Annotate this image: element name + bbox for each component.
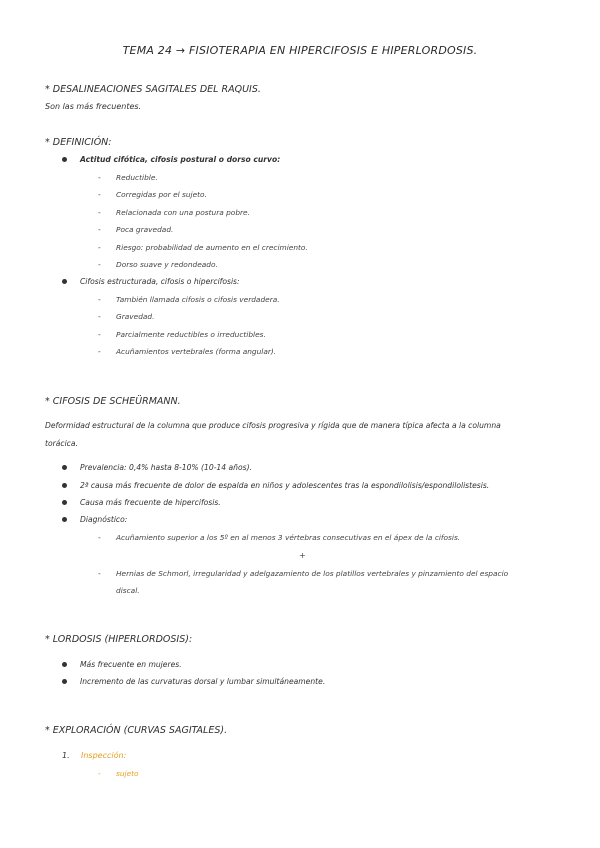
bullet-text: Causa más frecuente de hipercifosis.: [80, 498, 221, 507]
list-item-text: Gravedad.: [116, 312, 155, 321]
bullet-text: 2ª causa más frecuente de dolor de espalda en niños y adolescentes tras la espondilolisis/espondilolistesis.: [80, 481, 490, 490]
bullet-text: Más frecuente en mujeres.: [80, 660, 182, 669]
paragraph-line: Deformidad estructural de la columna que produce cifosis progresiva y rígida que de manera típica afecta a la columna: [45, 421, 501, 430]
numbered-item-inspeccion: Inspección:: [81, 751, 127, 760]
bullet-dot: [62, 483, 67, 488]
bullet-text: Prevalencia: 0,4% hasta 8-10% (10-14 años).: [80, 463, 252, 472]
heading-desalineaciones: * DESALINEACIONES SAGITALES DEL RAQUIS.: [45, 84, 261, 95]
list-item-text: Riesgo: probabilidad de aumento en el crecimiento.: [116, 243, 308, 252]
bullet-dot: [62, 662, 67, 667]
bullet-text: Cifosis estructurada, cifosis o hipercifosis:: [80, 277, 240, 286]
bullet-text: Diagnóstico:: [80, 515, 128, 524]
bullet-dot: [62, 465, 67, 470]
bullet-text: Actitud cifótica, cifosis postural o dorso curvo:: [80, 155, 281, 164]
document-page: TEMA 24 → FISIOTERAPIA EN HIPERCIFOSIS E HIPERLORDOSIS. * DESALINEACIONES SAGITALES DEL RAQUIS. Son las más frecuentes. * DEFINICIÓN: Actitud cifótica, cifosis postural o dorso curvo: - Reductible. - Corregidas por el sujeto. - Relacionada con una postura pobre. - Poca gravedad. - Riesgo: probabilidad de aumento en el crecimiento. - Dorso suave y redondeado. Cifosis estructurada, cifosis o hipercifosis: - También llamada cifosis o cifosis verdadera. - Gravedad. - Parcialmente reductibles o irreductibles. - Acuñamientos vertebrales (forma angular). * CIFOSIS DE SCHEÜRMANN. Deformidad estructural de la columna que produce cifosis progresiva y rígida que de manera típica afecta a la columna torácica. Prevalencia: 0,4% hasta 8-10% (10-14 años). 2ª causa más frecuente de dolor de espalda en niños y adolescentes tras la espondilolisis/espondilolistesis. Causa más frecuente de hipercifosis. Diagnóstico: - Acuñamiento superior a los 5º en al menos 3 vértebras consecutivas en el ápex de la cifosis. + - Hernias de Schmorl, irregularidad y adelgazamiento de los platillos vertebrales y pinzamiento del espacio discal. * LORDOSIS (HIPERLORDOSIS): Más frecuente en mujeres. Incremento de las curvaturas dorsal y lumbar simultáneamente. * EXPLORACIÓN (CURVAS SAGITALES). 1. Inspección: - sujeto: [0, 0, 600, 848]
list-item-text: discal.: [116, 586, 140, 595]
list-item-text: Reductible.: [116, 173, 158, 182]
list-item-text: Acuñamiento superior a los 5º en al menos 3 vértebras consecutivas en el ápex de la cifosis.: [116, 533, 461, 542]
list-item-text: sujeto: [116, 769, 139, 778]
list-item-text: También llamada cifosis o cifosis verdadera.: [116, 295, 280, 304]
list-item-text: Parcialmente reductibles o irreductibles.: [116, 330, 266, 339]
heading-lordosis: * LORDOSIS (HIPERLORDOSIS):: [45, 634, 193, 645]
list-item-text: Relacionada con una postura pobre.: [116, 208, 250, 217]
plus-sign: +: [299, 551, 306, 560]
heading-definicion: * DEFINICIÓN:: [45, 137, 112, 148]
bullet-dot: [62, 157, 67, 162]
paragraph-line: torácica.: [45, 439, 78, 448]
list-item-text: Poca gravedad.: [116, 225, 174, 234]
bullet-dot: [62, 517, 67, 522]
list-item-text: Corregidas por el sujeto.: [116, 190, 207, 199]
bullet-text: Incremento de las curvaturas dorsal y lumbar simultáneamente.: [80, 677, 326, 686]
bullet-dot: [62, 500, 67, 505]
bullet-dot: [62, 279, 67, 284]
list-item-text: Dorso suave y redondeado.: [116, 260, 218, 269]
bullet-dot: [62, 679, 67, 684]
list-item-text: Hernias de Schmorl, irregularidad y adelgazamiento de los platillos vertebrales y pinzamiento del espacio: [116, 569, 509, 578]
numbered-item-number: 1.: [62, 751, 70, 760]
page-title: TEMA 24 → FISIOTERAPIA EN HIPERCIFOSIS E HIPERLORDOSIS.: [122, 44, 478, 57]
heading-exploracion: * EXPLORACIÓN (CURVAS SAGITALES).: [45, 725, 228, 736]
text-desalineaciones: Son las más frecuentes.: [45, 102, 142, 111]
list-item-text: Acuñamientos vertebrales (forma angular).: [116, 347, 277, 356]
heading-scheuermann: * CIFOSIS DE SCHEÜRMANN.: [45, 396, 181, 407]
